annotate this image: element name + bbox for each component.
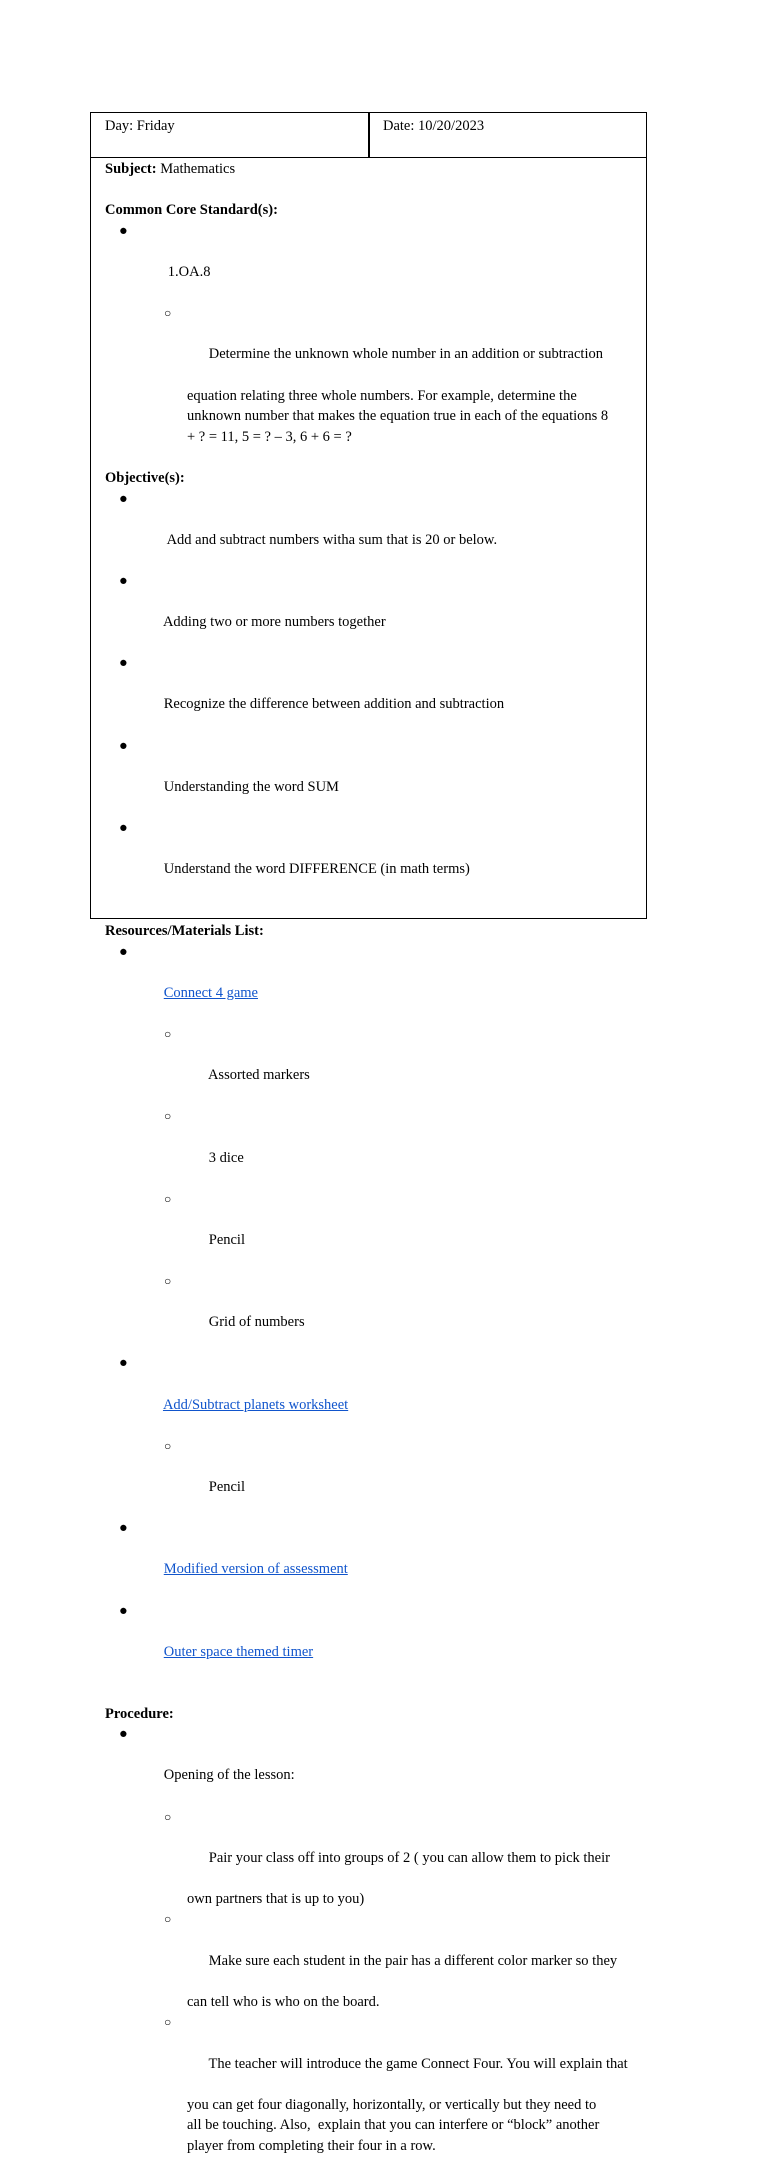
bullet-icon: ● [119,1520,128,1537]
connect-four-link[interactable]: Connect 4 game [163,984,258,1001]
objective-item [105,489,635,571]
cell-divider [368,113,370,158]
timer-link[interactable]: Outer space themed timer [163,1643,314,1660]
resources-heading: Resources/Materials List: [105,922,264,939]
procedure-step-line: Make sure each student in the pair has a different color marker so they [208,1952,618,1969]
procedure-item [105,1724,635,1806]
bullet-icon: ● [119,737,128,754]
hollow-bullet-icon: ○ [164,1912,172,1927]
hollow-bullet-icon: ○ [164,1109,172,1124]
resource-subitem [105,1024,635,1106]
procedure-step [105,1807,635,1889]
procedure-step-line: you can get four diagonally, horizontally, or vertically but they need to [187,2096,597,2113]
hollow-bullet-icon: ○ [164,1274,172,1289]
bullet-icon: ● [119,655,128,672]
objective-item [105,571,635,653]
procedure-step-line: The teacher will introduce the game Connect Four. You will explain that [208,2055,628,2072]
hollow-bullet-icon: ○ [164,1438,172,1453]
hollow-bullet-icon: ○ [164,306,172,321]
procedure-heading: Procedure: [105,1705,174,1722]
resource-subitem [105,1189,635,1271]
objectives-heading: Objective(s): [105,469,185,486]
standard-line: unknown number that makes the equation true in each of the equations 8 [187,408,609,425]
resource-item [105,1601,635,1683]
hollow-bullet-icon: ○ [164,1026,172,1041]
objective-text: Adding two or more numbers together [162,614,386,631]
bullet-icon: ● [119,820,128,836]
bullet-icon: ● [119,572,128,589]
lesson-plan-table [90,112,647,2154]
bullet-icon: ● [119,1602,128,1619]
bullet-icon: ● [119,490,128,507]
bullet-icon: ● [119,222,128,239]
hollow-bullet-icon: ○ [164,1191,172,1206]
assessment-link[interactable]: Modified version of assessment [163,1561,348,1578]
objective-item [105,818,635,900]
lesson-body-cell [105,159,635,2157]
bullet-icon: ● [119,1726,128,1743]
resource-subitem [105,1436,635,1518]
objective-text: Add and subtract numbers witha sum that is 20 or below. [163,531,498,548]
resource-item [105,942,635,1024]
standards-heading: Common Core Standard(s): [105,202,278,219]
resource-subitem-text: Pencil [208,1479,245,1495]
header-row [91,113,646,158]
standard-line: + ? = 11, 5 = ? – 3, 6 + 6 = ? [187,428,352,445]
subject-value: Mathematics [156,161,236,177]
resource-subitem [105,1106,635,1188]
standard-line: equation relating three whole numbers. For example, determine the [187,387,577,404]
procedure-opening: Opening of the lesson: [163,1767,295,1784]
procedure-step-line: player from completing their four in a row. [187,2138,436,2154]
subject-label: Subject: [105,161,157,177]
day-cell: Day: Friday [105,118,175,134]
objective-item [105,653,635,735]
hollow-bullet-icon: ○ [164,2015,172,2030]
procedure-step [105,2012,635,2094]
bullet-icon: ● [119,1355,128,1372]
resource-subitem-text: 3 dice [208,1149,244,1166]
date-cell: Date: 10/20/2023 [383,118,485,134]
resource-item [105,1353,635,1435]
subject-line [105,159,635,180]
procedure-step-line: Pair your class off into groups of 2 ( you can allow them to pick their [208,1849,610,1866]
procedure-step-line: can tell who is who on the board. [187,1993,380,2010]
resource-subitem-text: Pencil [208,1231,245,1248]
standard-code: 1.OA.8 [167,263,211,280]
hollow-bullet-icon: ○ [164,1809,172,1824]
resource-item [105,1518,635,1600]
procedure-step-line: all be touching. Also, explain that you can interfere or “block” another [187,2117,600,2134]
standard-line: Determine the unknown whole number in an addition or subtraction [208,346,603,363]
objective-text: Recognize the difference between addition and subtraction [163,696,505,713]
procedure-step-line: own partners that is up to you) [187,1890,365,1907]
objective-text: Understand the word DIFFERENCE (in math terms) [163,861,470,878]
resource-subitem [105,1271,635,1353]
resource-subitem-text: Assorted markers [207,1067,310,1084]
standard-description-item [105,303,635,385]
objective-item [105,736,635,818]
objective-text: Understanding the word SUM [163,778,339,795]
procedure-step [105,1909,635,1991]
bullet-icon: ● [119,943,128,960]
resource-subitem-text: Grid of numbers [208,1314,305,1331]
worksheet-link[interactable]: Add/Subtract planets worksheet [162,1396,349,1413]
standard-code-item [105,221,635,303]
